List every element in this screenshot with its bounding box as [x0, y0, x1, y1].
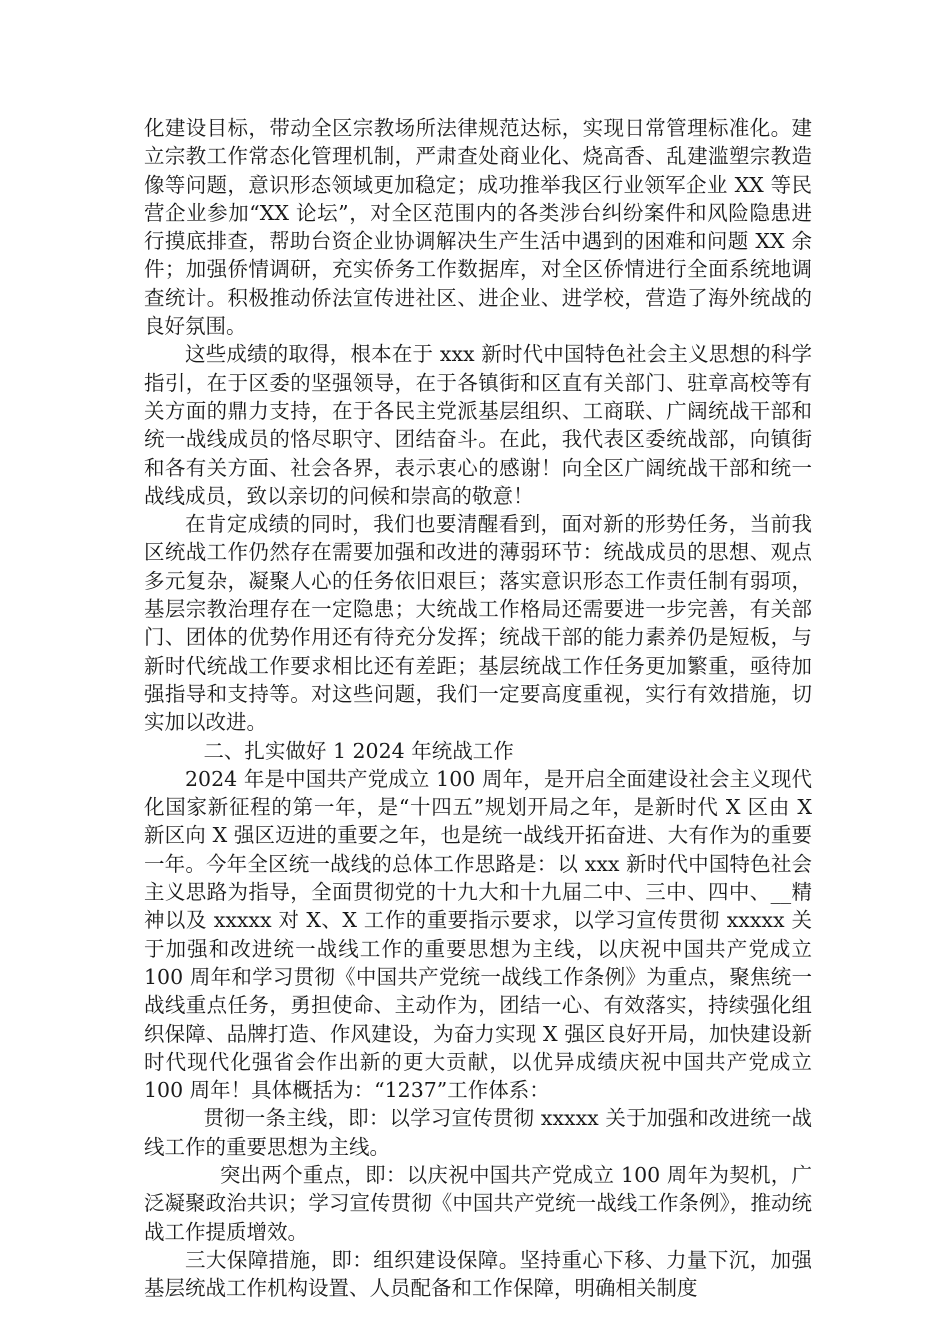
paragraph-2: 这些成绩的取得，根本在于 xxx 新时代中国特色社会主义思想的科学指引，在于区委的坚强领导，在于各镇街和区直有关部门、驻章高校等有关方面的鼎力支持，在于各民主党派基层组织、工商联、广阔统战干部和统一战线成员的恪尽职守、团结奋斗。在此，我代表区委统战部，向镇街和各有关方面、社会各界，表示衷心的感谢！向全区广阔统战干部和统一战线成员，致以亲切的问候和崇高的敬意！ — [144, 342, 812, 508]
paragraph-5: 贯彻一条主线，即：以学习宣传贯彻 xxxxx 关于加强和改进统一战线工作的重要思想为主线。 — [144, 1106, 812, 1159]
document-page — [144, 114, 812, 1302]
paragraph-4: 2024 年是中国共产党成立 100 周年，是开启全面建设社会主义现代化国家新征程的第一年，是“十四五”规划开局之年，是新时代 X 区由 X 新区向 X 强区迈进的重要之年，也是统一战线开拓奋进、大有作为的重要一年。今年全区统一战线的总体工作思路是：以 xxx 新时代中国特色社会主义思路为指导，全面贯彻党的十九大和十九届二中、三中、四中、__精神以及 xxxxx 对 X、X 工作的重要指示要求，以学习宣传贯彻 xxxxx 关于加强和改进统一战线工作的重要思想为主线，以庆祝中国共产党成立 100 周年和学习贯彻《中国共产党统一战线工作条例》为重点，聚焦统一战线重点任务，勇担使命、主动作为，团结一心、有效落实，持续强化组织保障、品牌打造、作风建设，为奋力实现 X 强区良好开局，加快建设新时代现代化强省会作出新的更大贡献，以优异成绩庆祝中国共产党成立 100 周年！具体概括为：“1237”工作体系： — [144, 766, 812, 1103]
section-heading: 二、扎实做好 1 2024 年统战工作 — [203, 738, 514, 763]
paragraph-3: 在肯定成绩的同时，我们也要清醒看到，面对新的形势任务，当前我区统战工作仍然存在需要加强和改进的薄弱环节：统战成员的思想、观点多元复杂，凝聚人心的任务依旧艰巨；落实意识形态工作责任制有弱项，基层宗教治理存在一定隐患；大统战工作格局还需要进一步完善，有关部门、团体的优势作用还有待充分发挥；统战干部的能力素养仍是短板，与新时代统战工作要求相比还有差距；基层统战工作任务更加繁重，亟待加强指导和支持等。对这些问题，我们一定要高度重视，实行有效措施，切实加以改进。 — [144, 512, 812, 735]
paragraph-6: 突出两个重点，即：以庆祝中国共产党成立 100 周年为契机，广泛凝聚政治共识；学习宣传贯彻《中国共产党统一战线工作条例》，推动统战工作提质增效。 — [144, 1162, 812, 1244]
paragraph-1: 化建设目标，带动全区宗教场所法律规范达标，实现日常管理标准化。建立宗教工作常态化管理机制，严肃查处商业化、烧高香、乱建滥塑宗教造像等问题，意识形态领域更加稳定；成功推举我区行业领军企业 XX 等民营企业参加“XX 论坛”，对全区范围内的各类涉台纠纷案件和风险隐患进行摸底排查，帮助台资企业协调解决生产生活中遇到的困难和问题 XX 余件；加强侨情调研，充实侨务工作数据库，对全区侨情进行全面系统地调查统计。积极推动侨法宣传进社区、进企业、进学校，营造了海外统战的良好氛围。 — [144, 116, 812, 339]
paragraph-7: 三大保障措施，即：组织建设保障。坚持重心下移、力量下沉，加强基层统战工作机构设置、人员配备和工作保障，明确相关制度 — [144, 1247, 812, 1301]
